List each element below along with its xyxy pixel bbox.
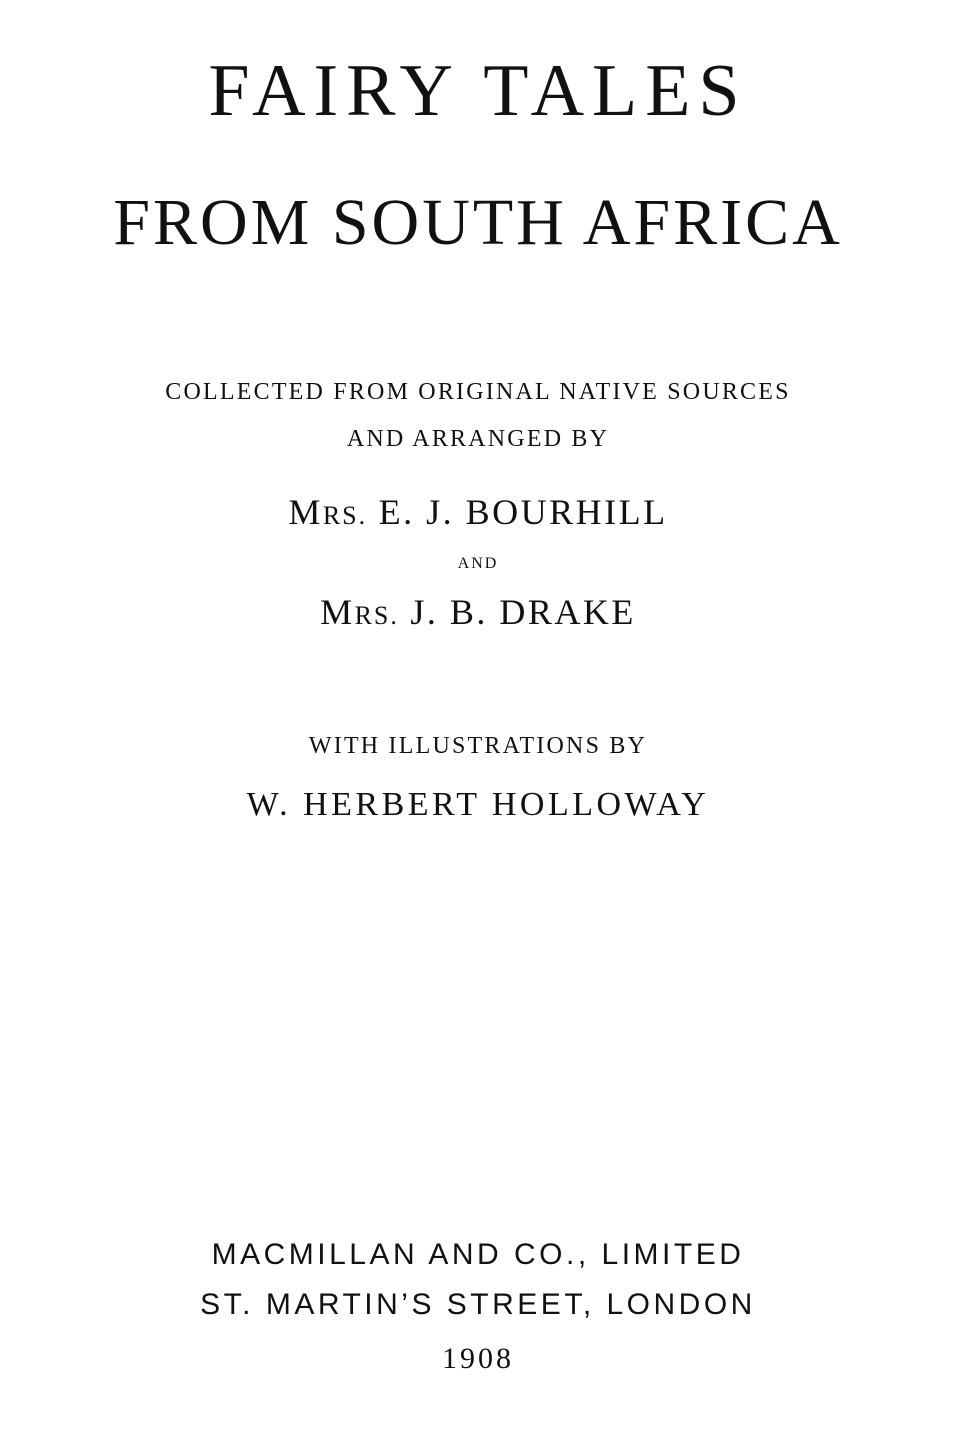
author-2-prefix-small: RS.: [354, 601, 399, 630]
author-connector: AND: [457, 555, 499, 572]
author-1-name: E. J. BOURHILL: [367, 492, 668, 532]
collection-note-line-1: COLLECTED FROM ORIGINAL NATIVE SOURCES: [165, 379, 791, 405]
publication-year: 1908: [442, 1342, 514, 1375]
collection-note-line-2: AND ARRANGED BY: [346, 426, 610, 452]
author-1: [0, 494, 956, 530]
author-2-name: J. B. DRAKE: [398, 592, 636, 632]
book-title-line-1: FAIRY TALES: [208, 50, 748, 132]
author-1-prefix-small: RS.: [322, 501, 368, 530]
book-title-line-2: FROM SOUTH AFRICA: [113, 186, 843, 259]
illustrator-name: W. HERBERT HOLLOWAY: [246, 786, 710, 823]
author-1-prefix-capital: M: [288, 492, 323, 532]
author-2: [0, 594, 956, 630]
publisher-address: ST. MARTIN’S STREET, LONDON: [200, 1288, 756, 1321]
illustrations-label: WITH ILLUSTRATIONS BY: [308, 733, 648, 759]
author-2-prefix-capital: M: [320, 592, 355, 632]
publisher-name: MACMILLAN AND CO., LIMITED: [211, 1238, 745, 1271]
